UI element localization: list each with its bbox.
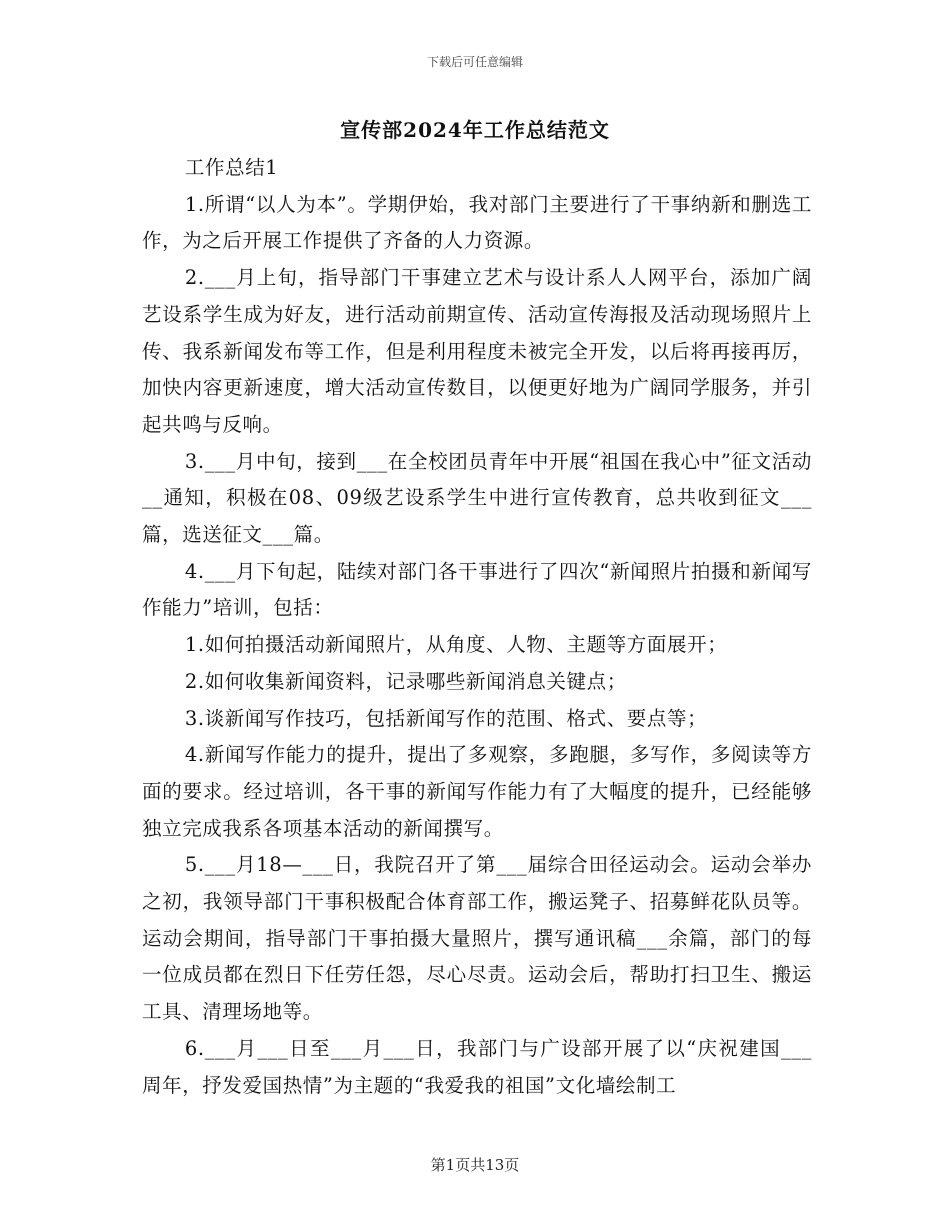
list-item: 4.新闻写作能力的提升，提出了多观察，多跑腿，多写作，多阅读等方面的要求。经过培训，各干事的新闻写作能力有了大幅度的提升，已经能够独立完成我系各项基本活动的新闻撰写。 <box>142 743 812 840</box>
body-paragraph: 1.所谓“以人为本”。学期伊始，我对部门主要进行了干事纳新和删选工作，为之后开展工作提供了齐备的人力资源。 <box>142 192 812 253</box>
body-paragraph: 2.___月上旬，指导部门干事建立艺术与设计系人人网平台，添加广阔艺设系学生成为好友，进行活动前期宣传、活动宣传海报及活动现场照片上传、我系新闻发布等工作，但是利用程度未被完全开发，以后将再接再厉，加快内容更新速度，增大活动宣传数目，以便更好地为广阔同学服务，并引起共鸣与反响。 <box>142 266 812 436</box>
list-item: 2.如何收集新闻资料，记录哪些新闻消息关键点； <box>184 669 627 693</box>
page-number-footer: 第1页共13页 <box>430 1156 520 1174</box>
body-paragraph: 3.___月中旬，接到___在全校团员青年中开展“祖国在我心中”征文活动__通知，积极在08、09级艺设系学生中进行宣传教育，总共收到征文___篇，选送征文___篇。 <box>142 449 812 547</box>
list-item: 3.谈新闻写作技巧，包括新闻写作的范围、格式、要点等； <box>184 706 708 730</box>
body-paragraph: 6.___月___日至___月___日，我部门与广设部开展了以“庆祝建国___周年，抒发爱国热情”为主题的“我爱我的祖国”文化墙绘制工 <box>142 1036 812 1097</box>
body-paragraph: 5.___月18—___日，我院召开了第___届综合田径运动会。运动会举办之初，我领导部门干事积极配合体育部工作，搬运凳子、招募鲜花队员等。运动会期间，指导部门干事拍摄大量照片，撰写通讯稿___余篇，部门的每一位成员都在烈日下任劳任怨，尽心尽责。运动会后，帮助打扫卫生、搬运工具、清理场地等。 <box>142 853 812 1024</box>
header-note: 下载后可任意编辑 <box>426 55 523 69</box>
list-item: 1.如何拍摄活动新闻照片，从角度、人物、主题等方面展开； <box>184 633 728 657</box>
body-paragraph: 4.___月下旬起，陆续对部门各干事进行了四次“新闻照片拍摄和新闻写作能力”培训，包括： <box>142 559 812 620</box>
document-title: 宣传部2024年工作总结范文 <box>340 118 610 142</box>
section-heading: 工作总结1 <box>184 156 279 179</box>
document-body <box>142 150 812 1104</box>
